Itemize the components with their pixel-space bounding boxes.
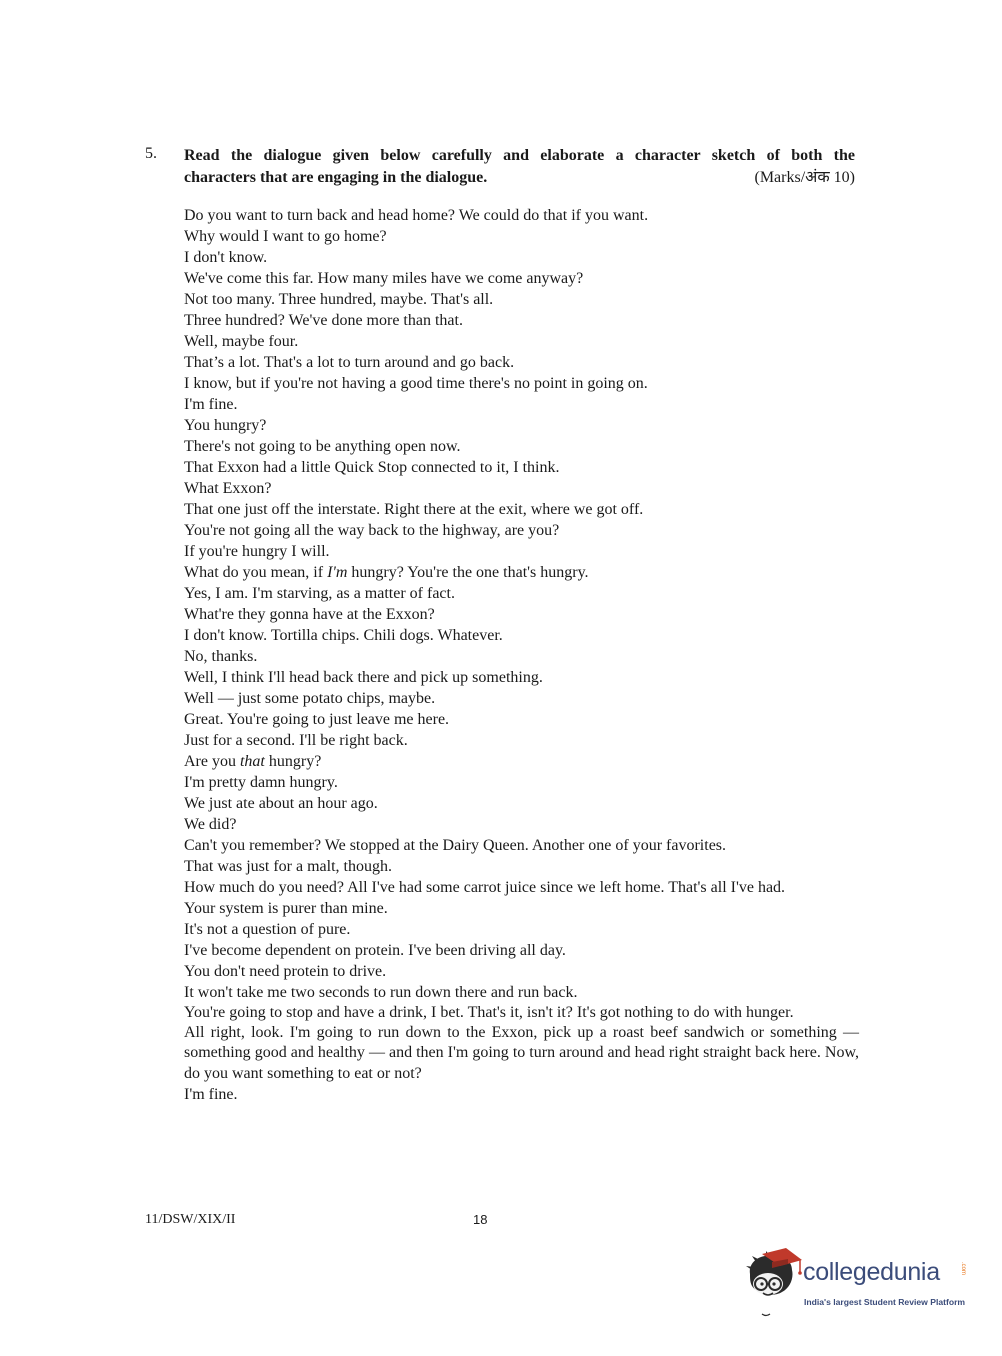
dialogue-line: Why would I want to go home? bbox=[184, 228, 387, 245]
dialogue-line: You hungry? bbox=[184, 417, 267, 434]
dialogue-line: How much do you need? All I've had some carrot juice since we left home. That's all I've had. bbox=[184, 879, 786, 896]
dialogue-line: Yes, I am. I'm starving, as a matter of fact. bbox=[184, 585, 455, 602]
paper-code: 11/DSW/XIX/II bbox=[145, 1212, 236, 1227]
dialogue-line: What Exxon? bbox=[184, 480, 272, 497]
dialogue-line bbox=[184, 751, 859, 772]
dialogue-line: There's not going to be anything open now. bbox=[184, 438, 461, 455]
dialogue-line: That Exxon had a little Quick Stop connected to it, I think. bbox=[184, 459, 560, 476]
dialogue-line: I'm pretty damn hungry. bbox=[184, 774, 338, 791]
dialogue-line: It won't take me two seconds to run down there and run back. bbox=[184, 984, 578, 1001]
dialogue-block bbox=[184, 205, 859, 1105]
dialogue-line: Your system is purer than mine. bbox=[184, 900, 388, 917]
page-number: 18 bbox=[473, 1212, 488, 1227]
question-text-line2: characters that are engaging in the dialogue. bbox=[184, 169, 488, 186]
logo-dotcom: .com bbox=[960, 1262, 966, 1276]
dialogue-line: Three hundred? We've done more than that. bbox=[184, 312, 463, 329]
dialogue-line: We just ate about an hour ago. bbox=[184, 795, 378, 812]
dialogue-text: What do you mean, if bbox=[184, 564, 328, 581]
dialogue-line: Well, I think I'll head back there and pick up something. bbox=[184, 669, 543, 686]
question-number: 5. bbox=[145, 145, 157, 162]
dialogue-line: Can't you remember? We stopped at the Dairy Queen. Another one of your favorites. bbox=[184, 837, 727, 854]
dialogue-line: You don't need protein to drive. bbox=[184, 963, 387, 980]
question-prompt bbox=[184, 145, 855, 189]
dialogue-line: I don't know. bbox=[184, 249, 268, 266]
dialogue-line: I'm fine. bbox=[184, 1085, 238, 1103]
logo-tagline: India's largest Student Review Platform bbox=[804, 1297, 966, 1307]
dialogue-line: That one just off the interstate. Right there at the exit, where we got off. bbox=[184, 501, 644, 518]
mascot-icon bbox=[742, 1248, 804, 1318]
dialogue-line: I don't know. Tortilla chips. Chili dogs. Whatever. bbox=[184, 627, 503, 644]
dialogue-line: Well, maybe four. bbox=[184, 333, 299, 350]
dialogue-line: You're going to stop and have a drink, I bet. That's it, isn't it? It's got nothing to do with hunger. bbox=[184, 1004, 794, 1021]
question-text-line2-row bbox=[184, 167, 855, 189]
dialogue-line: That’s a lot. That's a lot to turn around and go back. bbox=[184, 354, 515, 371]
dialogue-emphasis: I'm bbox=[327, 564, 348, 581]
dialogue-line: I'm fine. bbox=[184, 396, 238, 413]
dialogue-line: What're they gonna have at the Exxon? bbox=[184, 606, 435, 623]
collegedunia-logo bbox=[742, 1248, 972, 1318]
dialogue-line: Do you want to turn back and head home? We could do that if you want. bbox=[184, 207, 649, 224]
dialogue-line bbox=[184, 562, 859, 583]
dialogue-line: You're not going all the way back to the highway, are you? bbox=[184, 522, 560, 539]
dialogue-line: We've come this far. How many miles have we come anyway? bbox=[184, 270, 584, 287]
dialogue-line: It's not a question of pure. bbox=[184, 921, 351, 938]
question-marks: (Marks/अंक 10) bbox=[754, 169, 855, 186]
dialogue-line: I've become dependent on protein. I've been driving all day. bbox=[184, 942, 566, 959]
logo-wordmark: collegedunia bbox=[803, 1258, 940, 1286]
dialogue-line: All right, look. I'm going to run down to the Exxon, pick up a roast beef sandwich or something — something good and healthy — and then I'm going to turn around and head right straight back here. Now, do you want something to eat or not? bbox=[184, 1024, 859, 1082]
dialogue-text: Are you bbox=[184, 753, 240, 770]
dialogue-line: I know, but if you're not having a good time there's no point in going on. bbox=[184, 375, 648, 392]
dialogue-line: No, thanks. bbox=[184, 648, 258, 665]
dialogue-text: hungry? bbox=[264, 753, 322, 770]
dialogue-line: We did? bbox=[184, 816, 237, 833]
dialogue-text: hungry? You're the one that's hungry. bbox=[347, 564, 589, 581]
question-text-line1: Read the dialogue given below carefully and elaborate a character sketch of both the bbox=[184, 147, 855, 164]
dialogue-line: That was just for a malt, though. bbox=[184, 858, 392, 875]
dialogue-line: If you're hungry I will. bbox=[184, 543, 330, 560]
dialogue-emphasis: that bbox=[239, 753, 265, 770]
dialogue-line: Just for a second. I'll be right back. bbox=[184, 732, 408, 749]
dialogue-line: Well — just some potato chips, maybe. bbox=[184, 690, 436, 707]
dialogue-line: Not too many. Three hundred, maybe. That's all. bbox=[184, 291, 494, 308]
dialogue-line: Great. You're going to just leave me here. bbox=[184, 711, 450, 728]
